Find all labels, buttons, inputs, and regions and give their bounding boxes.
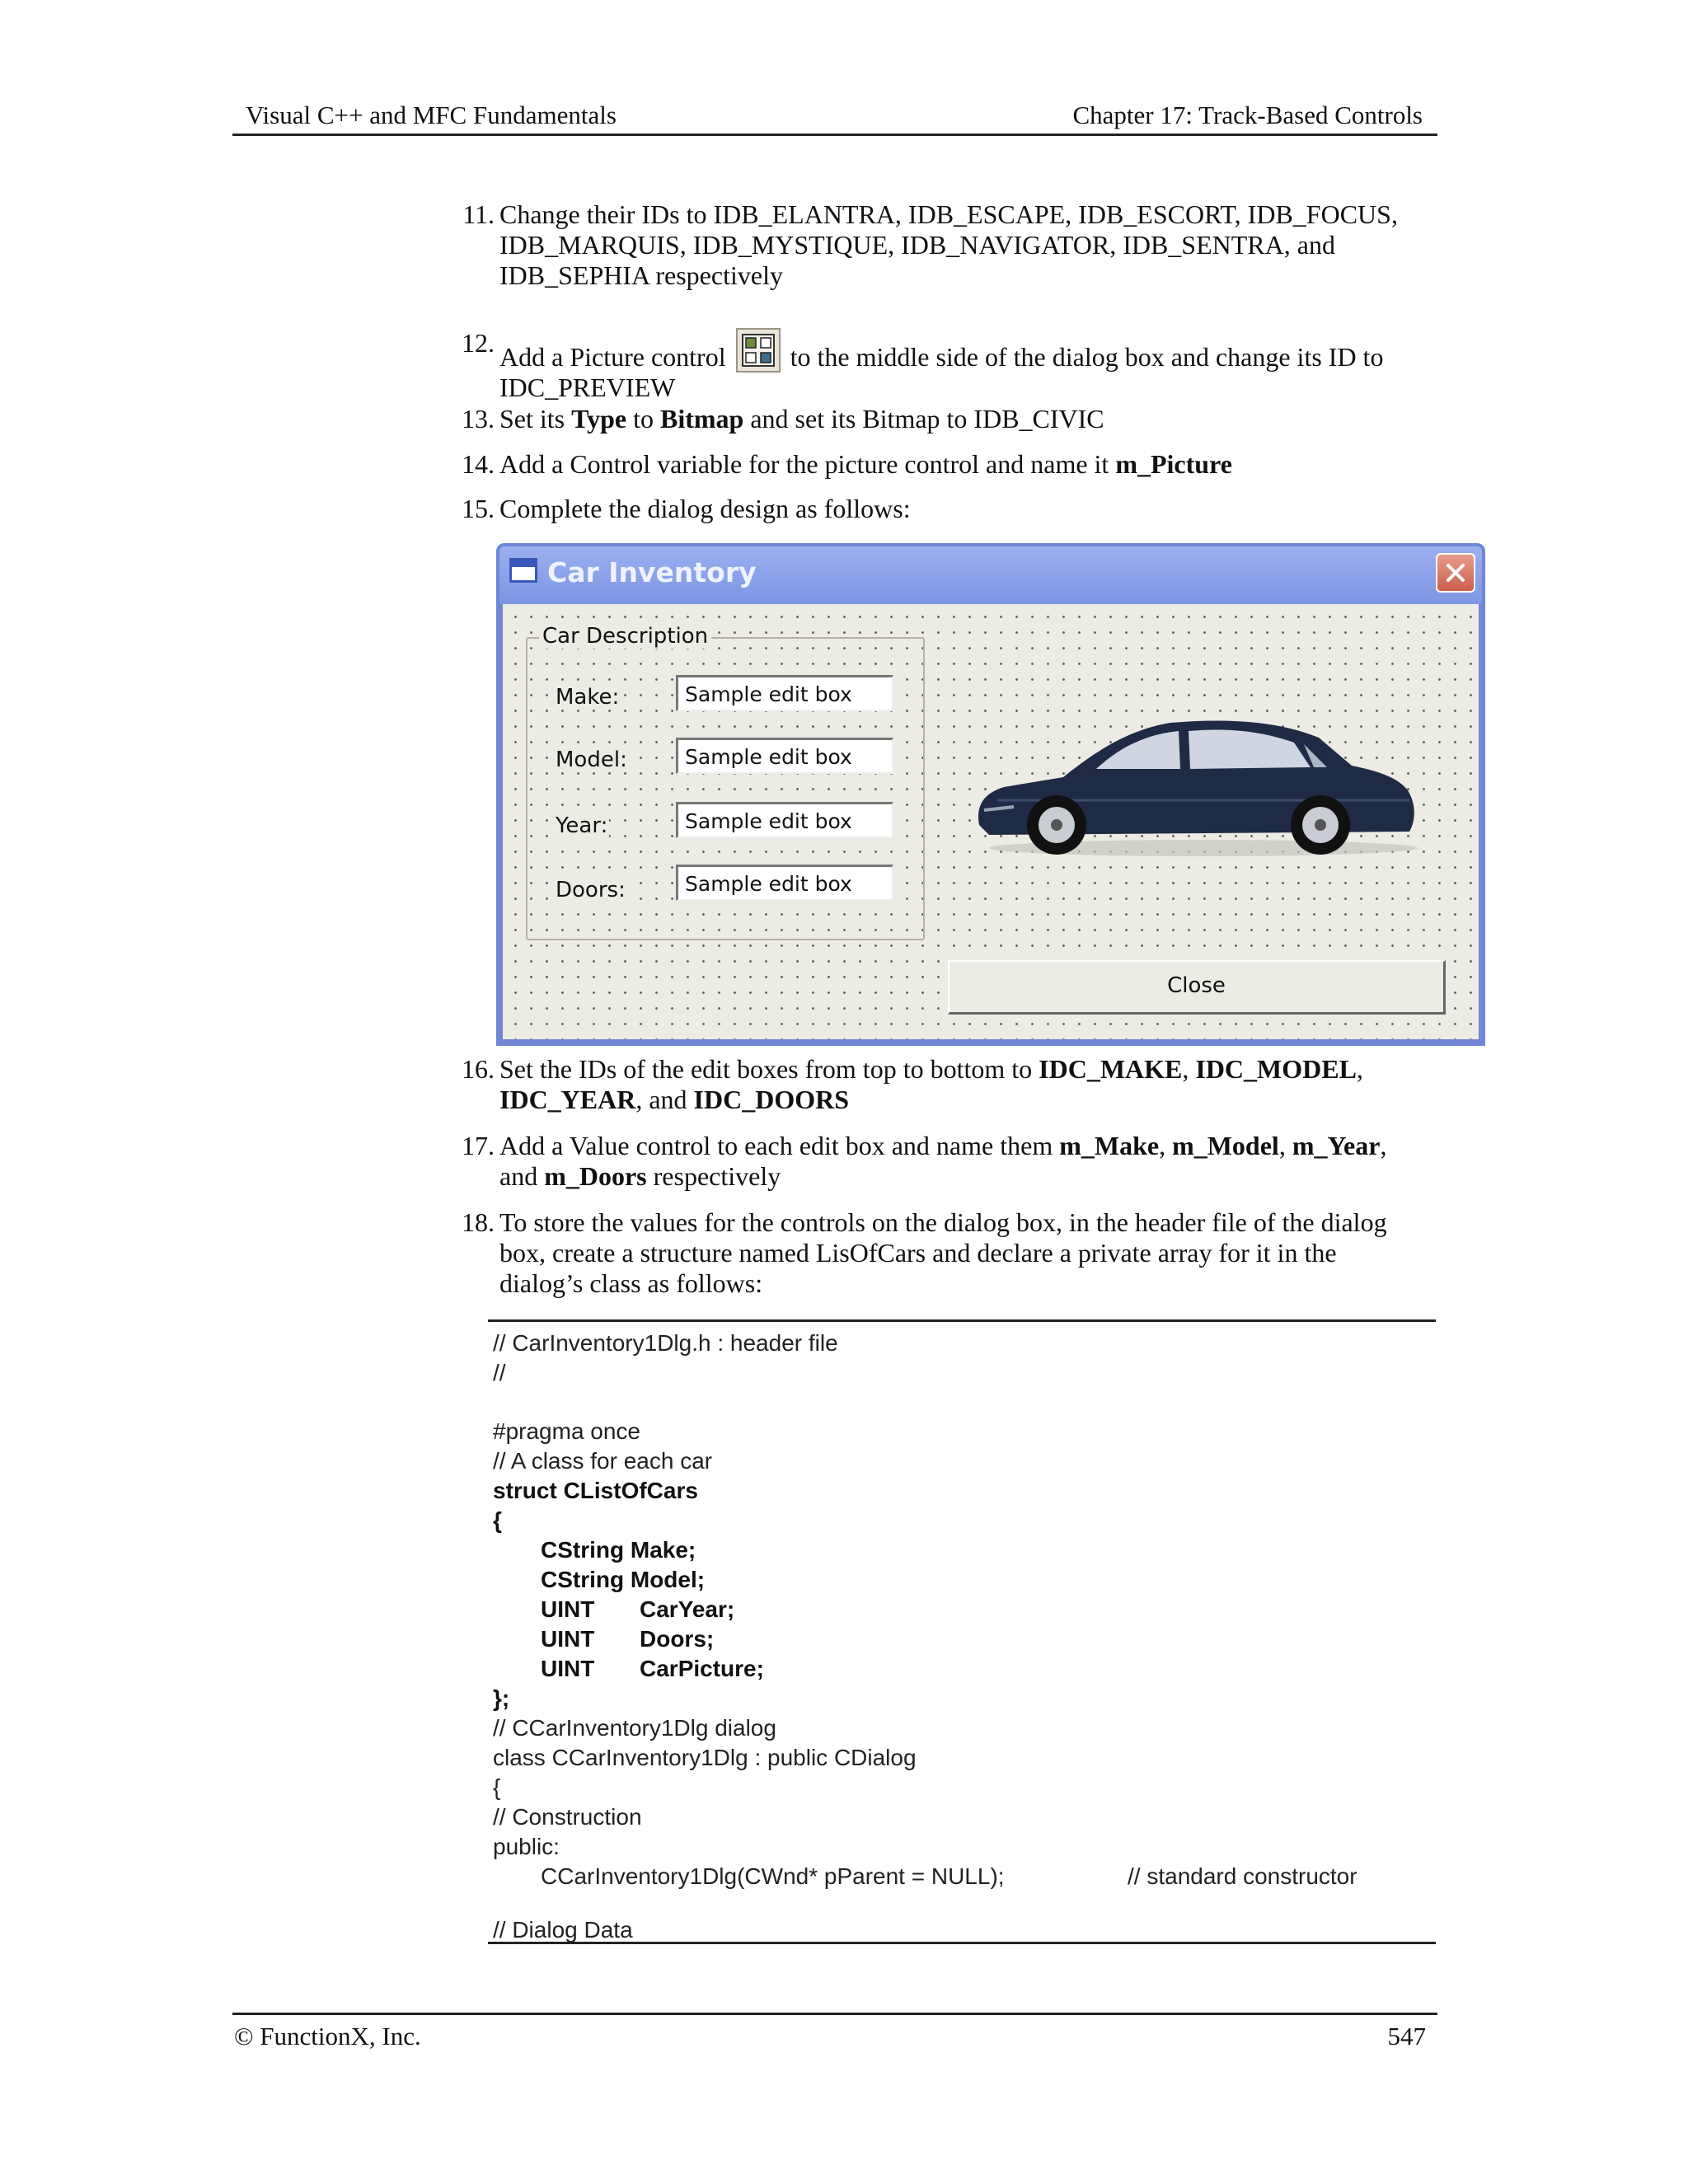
step-number: 17. (462, 1131, 495, 1160)
car-picture (964, 701, 1426, 866)
step-keyword: m_Doors (544, 1161, 647, 1191)
close-button[interactable]: Close (948, 960, 1446, 1015)
code-line: // CarInventory1Dlg.h : header file (493, 1330, 838, 1356)
step-keyword: Type (571, 404, 627, 434)
code-line: CarYear; (640, 1596, 735, 1622)
step-number: 13. (462, 404, 495, 434)
step-text: and set its Bitmap to IDB_CIVIC (750, 404, 1104, 434)
code-line: // A class for each car (493, 1448, 713, 1474)
code-line: CarPicture; (640, 1656, 764, 1681)
code-line: Doors; (640, 1626, 715, 1652)
make-label: Make: (556, 685, 620, 710)
dialog-title: Car Inventory (547, 556, 757, 588)
step-text: Set its (499, 404, 565, 434)
code-line: CCarInventory1Dlg(CWnd* pParent = NULL); (541, 1863, 1005, 1889)
step-text: Add a Picture control (499, 342, 726, 372)
code-line: CString Make; (541, 1537, 696, 1563)
step-text: Add a Control variable for the picture control and name it (499, 449, 1109, 479)
page-number: 547 (1387, 2022, 1426, 2050)
step-keyword: m_Make (1059, 1131, 1160, 1160)
code-line: struct CListOfCars (493, 1478, 698, 1503)
footer-copyright: © FunctionX, Inc. (234, 2022, 421, 2050)
code-line: // CCarInventory1Dlg dialog (493, 1715, 776, 1741)
year-edit[interactable]: Sample edit box (676, 802, 893, 838)
model-label: Model: (556, 748, 627, 772)
make-edit[interactable]: Sample edit box (676, 675, 893, 711)
step-text-line: IDB_MARQUIS, IDB_MYSTIQUE, IDB_NAVIGATOR, IDB_SENTRA, and (499, 230, 1335, 260)
doors-label: Doors: (556, 878, 626, 902)
code-line: class CCarInventory1Dlg : public CDialog (493, 1745, 917, 1770)
step-text: respectively (653, 1161, 781, 1191)
step-text: Set the IDs of the edit boxes from top to bottom to (499, 1054, 1033, 1084)
step-text-line: To store the values for the controls on the dialog box, in the header file of the dialog (499, 1207, 1387, 1237)
code-line: // (493, 1360, 506, 1385)
step-number: 16. (462, 1054, 495, 1084)
step-text-line: dialog’s class as follows: (499, 1268, 763, 1298)
step-number: 18. (462, 1207, 495, 1237)
model-edit[interactable]: Sample edit box (676, 738, 893, 774)
doors-edit[interactable]: Sample edit box (676, 865, 893, 901)
title-close-button[interactable] (1436, 553, 1475, 593)
step-number: 11. (462, 199, 495, 229)
step-keyword: m_Year (1292, 1131, 1381, 1160)
picture-control-icon (736, 328, 781, 373)
step-number: 15. (462, 494, 495, 523)
step-text: , (1159, 1131, 1166, 1160)
code-line: UINT (541, 1656, 595, 1681)
code-line: { (493, 1507, 502, 1533)
code-line: #pragma once (493, 1418, 641, 1444)
step-text-line: Change their IDs to IDB_ELANTRA, IDB_ESCAPE, IDB_ESCORT, IDB_FOCUS, (499, 199, 1398, 229)
step-text: Add a Value control to each edit box and name them (499, 1131, 1053, 1160)
car-inventory-dialog (496, 543, 1485, 1046)
step-text: to the middle side of the dialog box and change its ID to (790, 342, 1384, 372)
page-header (232, 92, 1437, 136)
header-book-title: Visual C++ and MFC Fundamentals (246, 101, 617, 129)
step-text-line: IDB_SEPHIA respectively (499, 260, 783, 290)
step-keyword: Bitmap (659, 404, 744, 434)
group-caption: Car Description (539, 624, 711, 649)
step-number: 14. (462, 449, 495, 479)
header-chapter-title: Chapter 17: Track-Based Controls (1072, 101, 1423, 129)
code-line: { (493, 1774, 501, 1800)
code-line: // Dialog Data (493, 1917, 633, 1943)
step-keyword: IDC_YEAR (499, 1085, 636, 1114)
step-text: , (1356, 1054, 1363, 1084)
step-text-line: IDC_PREVIEW (499, 373, 676, 402)
step-keyword: IDC_DOORS (693, 1085, 850, 1114)
step-text: , and (635, 1085, 687, 1114)
code-listing (488, 1319, 1436, 1944)
window-icon (509, 558, 537, 583)
code-line: CString Model; (541, 1567, 706, 1592)
step-text: Complete the dialog design as follows: (499, 494, 911, 523)
step-keyword: m_Model (1172, 1131, 1279, 1160)
code-line: // Construction (493, 1804, 642, 1830)
step-text: , (1182, 1054, 1189, 1084)
step-text: to (633, 404, 654, 434)
code-line: UINT (541, 1626, 595, 1652)
step-text-line: box, create a structure named LisOfCars and declare a private array for it in the (499, 1238, 1337, 1268)
code-line: }; (493, 1685, 510, 1711)
page-footer (232, 2013, 1437, 2050)
step-keyword: IDC_MODEL (1195, 1054, 1357, 1084)
close-icon (1444, 561, 1467, 584)
step-text: and (499, 1161, 538, 1191)
dialog-titlebar[interactable] (499, 546, 1482, 604)
step-number: 12. (462, 328, 495, 358)
step-keyword: IDC_MAKE (1039, 1054, 1183, 1084)
step-text: , (1278, 1131, 1286, 1160)
code-line: UINT (541, 1596, 595, 1622)
step-text: , (1380, 1131, 1387, 1160)
step-keyword: m_Picture (1115, 449, 1232, 479)
code-line: public: (493, 1834, 560, 1859)
code-comment: // standard constructor (1128, 1863, 1357, 1889)
year-label: Year: (556, 813, 608, 838)
dialog-client-area (503, 604, 1479, 1039)
